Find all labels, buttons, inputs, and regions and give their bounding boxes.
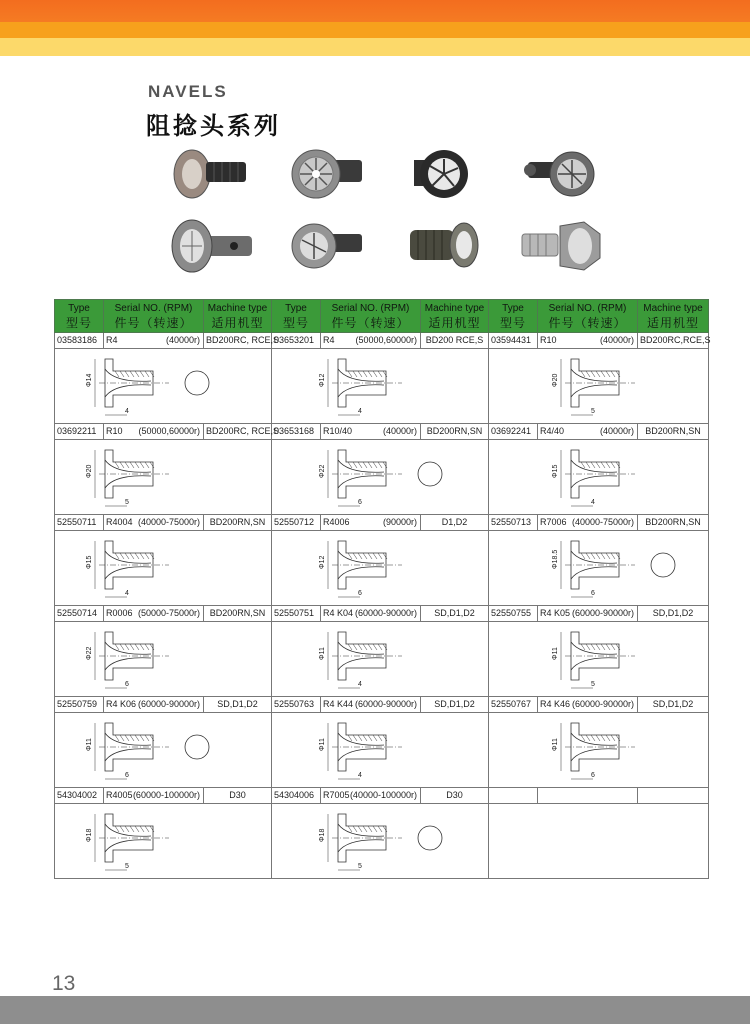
technical-drawing	[489, 531, 705, 605]
type-cell: 03692241	[489, 424, 538, 440]
length-label: 4	[358, 408, 362, 415]
table-header-row	[55, 300, 709, 333]
type-cell: 52550714	[55, 606, 104, 622]
type-cell: 52550751	[272, 606, 321, 622]
diameter-label: Φ12	[319, 555, 326, 569]
length-label: 4	[125, 590, 129, 597]
machine-cell: BD200RN,SN	[204, 515, 272, 531]
technical-drawing	[272, 622, 488, 696]
diameter-label: Φ11	[319, 738, 326, 751]
technical-drawing	[272, 804, 488, 878]
header-type: Type 型号	[489, 300, 538, 333]
drawing-cell	[55, 531, 272, 606]
technical-drawing	[489, 713, 705, 787]
diameter-label: Φ20	[552, 373, 559, 387]
drawing-cell	[489, 622, 709, 697]
type-cell: 03583186	[55, 333, 104, 349]
product-photo-4	[520, 146, 610, 202]
rpm-value: (50000,60000r)	[355, 335, 417, 345]
drawing-row	[55, 713, 709, 788]
machine-cell: BD200RC, RCE,S	[204, 424, 272, 440]
diameter-label: Φ15	[86, 555, 93, 569]
length-label: 5	[125, 499, 129, 506]
serial-number: R4 K05	[540, 608, 571, 618]
serial-number: R7005	[323, 790, 350, 800]
product-photo-7	[402, 218, 492, 274]
technical-drawing	[55, 804, 271, 878]
type-cell: 52550712	[272, 515, 321, 531]
machine-cell: D30	[204, 788, 272, 804]
technical-drawing	[272, 713, 488, 787]
machine-cell: BD200RC,RCE,S	[638, 333, 709, 349]
serial-number: R7006	[540, 517, 567, 527]
diameter-label: Φ11	[552, 647, 559, 660]
technical-drawing	[272, 440, 488, 514]
table-row	[55, 606, 709, 622]
rpm-value: (60000-90000r)	[571, 608, 634, 618]
drawing-cell	[55, 440, 272, 515]
drawing-cell	[272, 349, 489, 424]
top-yellow-band	[0, 38, 750, 56]
type-cell: 52550767	[489, 697, 538, 713]
serial-cell	[538, 697, 638, 713]
header-type: Type 型号	[272, 300, 321, 333]
rpm-value: (60000-90000r)	[137, 699, 200, 709]
serial-number: R4	[323, 335, 335, 345]
type-cell: 03594431	[489, 333, 538, 349]
technical-drawing	[489, 349, 705, 423]
rpm-value: (40000-75000r)	[137, 517, 200, 527]
serial-cell	[538, 424, 638, 440]
diameter-label: Φ18	[86, 828, 93, 842]
type-cell: 03692211	[55, 424, 104, 440]
brand-logo: NAVELS	[148, 82, 228, 101]
product-photo-1	[170, 146, 260, 202]
rpm-value: (40000r)	[599, 335, 634, 345]
diameter-label: Φ12	[319, 373, 326, 387]
technical-drawing	[55, 440, 271, 514]
product-photo-6	[282, 218, 372, 274]
top-orange-band	[0, 0, 750, 22]
machine-cell: SD,D1,D2	[638, 697, 709, 713]
rpm-value: (50000-75000r)	[137, 608, 200, 618]
diameter-label: Φ20	[86, 464, 93, 478]
machine-cell: BD200 RCE,S	[421, 333, 489, 349]
product-photo-8	[520, 218, 610, 274]
type-cell: 52550755	[489, 606, 538, 622]
machine-cell: SD,D1,D2	[204, 697, 272, 713]
serial-number: R4 K04	[323, 608, 354, 618]
rpm-value: (40000r)	[382, 426, 417, 436]
length-label: 4	[591, 499, 595, 506]
machine-cell: BD200RN,SN	[638, 424, 709, 440]
product-photos	[170, 146, 610, 282]
serial-number: R4004	[106, 517, 133, 527]
header-type: Type 型号	[55, 300, 104, 333]
header-machine: Machine type 适用机型	[638, 300, 709, 333]
drawing-cell	[489, 531, 709, 606]
machine-cell: SD,D1,D2	[638, 606, 709, 622]
drawing-cell	[55, 713, 272, 788]
type-cell: 52550711	[55, 515, 104, 531]
type-cell: 52550763	[272, 697, 321, 713]
machine-cell: BD200RN,SN	[638, 515, 709, 531]
serial-cell	[321, 788, 421, 804]
machine-cell: BD200RC, RCE,S	[204, 333, 272, 349]
serial-number: R10/40	[323, 426, 353, 436]
length-label: 6	[591, 772, 595, 779]
serial-cell	[321, 606, 421, 622]
serial-cell	[538, 606, 638, 622]
diameter-label: Φ22	[86, 646, 93, 660]
table-row	[55, 788, 709, 804]
empty-drawing-cell	[489, 804, 709, 879]
serial-cell	[104, 788, 204, 804]
length-label: 4	[358, 681, 362, 688]
length-label: 6	[125, 681, 129, 688]
technical-drawing	[55, 531, 271, 605]
serial-number: R4 K44	[323, 699, 354, 709]
product-photo-2	[282, 146, 372, 202]
rpm-value: (40000-100000r)	[349, 790, 417, 800]
technical-drawing	[55, 622, 271, 696]
type-cell: 03653168	[272, 424, 321, 440]
technical-drawing	[55, 713, 271, 787]
serial-cell	[538, 333, 638, 349]
technical-drawing	[272, 531, 488, 605]
length-label: 5	[125, 863, 129, 870]
drawing-cell	[272, 713, 489, 788]
machine-cell: D30	[421, 788, 489, 804]
serial-cell	[104, 333, 204, 349]
table-row	[55, 333, 709, 349]
page-title: 阻捻头系列	[146, 113, 281, 140]
machine-cell: SD,D1,D2	[421, 606, 489, 622]
drawing-row	[55, 531, 709, 606]
drawing-row	[55, 349, 709, 424]
technical-drawing	[272, 349, 488, 423]
length-label: 6	[125, 772, 129, 779]
length-label: 6	[358, 590, 362, 597]
serial-number: R4/40	[540, 426, 565, 436]
serial-number: R4006	[323, 517, 350, 527]
table-row	[55, 697, 709, 713]
diameter-label: Φ18.5	[552, 549, 559, 569]
serial-cell	[538, 515, 638, 531]
product-photo-3	[402, 146, 492, 202]
rpm-value: (60000-100000r)	[132, 790, 200, 800]
diameter-label: Φ18	[319, 828, 326, 842]
serial-cell	[104, 697, 204, 713]
drawing-cell	[272, 622, 489, 697]
top-amber-band	[0, 22, 750, 38]
length-label: 5	[591, 408, 595, 415]
rpm-value: (50000,60000r)	[138, 426, 200, 436]
serial-number: R4 K06	[106, 699, 137, 709]
drawing-cell	[55, 804, 272, 879]
empty-cell	[638, 788, 709, 804]
serial-number: R10	[540, 335, 557, 345]
rpm-value: (40000-75000r)	[571, 517, 634, 527]
length-label: 6	[358, 499, 362, 506]
serial-number: R4	[106, 335, 118, 345]
drawing-cell	[55, 349, 272, 424]
diameter-label: Φ11	[552, 738, 559, 751]
diameter-label: Φ14	[86, 373, 93, 387]
serial-number: R0006	[106, 608, 133, 618]
header-serial: Serial NO. (RPM) 件号（转速）	[321, 300, 421, 333]
drawing-cell	[489, 349, 709, 424]
header-machine: Machine type 适用机型	[421, 300, 489, 333]
rpm-value: (90000r)	[382, 517, 417, 527]
machine-cell: BD200RN,SN	[421, 424, 489, 440]
rpm-value: (60000-90000r)	[354, 608, 417, 618]
table-row	[55, 515, 709, 531]
technical-drawing	[489, 440, 705, 514]
type-cell: 03653201	[272, 333, 321, 349]
page-number: 13	[52, 972, 76, 995]
serial-cell	[321, 333, 421, 349]
technical-drawing	[489, 622, 705, 696]
product-photo-5	[170, 218, 260, 274]
type-cell: 54304002	[55, 788, 104, 804]
diameter-label: Φ11	[86, 738, 93, 751]
product-table	[54, 299, 709, 879]
drawing-cell	[55, 622, 272, 697]
rpm-value: (60000-90000r)	[354, 699, 417, 709]
serial-cell	[104, 424, 204, 440]
serial-cell	[104, 515, 204, 531]
serial-number: R4005	[106, 790, 133, 800]
drawing-cell	[272, 531, 489, 606]
empty-cell	[538, 788, 638, 804]
rpm-value: (40000r)	[599, 426, 634, 436]
drawing-cell	[489, 713, 709, 788]
rpm-value: (40000r)	[165, 335, 200, 345]
drawing-cell	[272, 804, 489, 879]
drawing-cell	[272, 440, 489, 515]
length-label: 6	[591, 590, 595, 597]
empty-cell	[489, 788, 538, 804]
serial-cell	[321, 515, 421, 531]
diameter-label: Φ15	[552, 464, 559, 478]
rpm-value: (60000-90000r)	[571, 699, 634, 709]
length-label: 4	[125, 408, 129, 415]
machine-cell: BD200RN,SN	[204, 606, 272, 622]
header-serial: Serial NO. (RPM) 件号（转速）	[104, 300, 204, 333]
diameter-label: Φ11	[319, 647, 326, 660]
drawing-cell	[489, 440, 709, 515]
header-machine: Machine type 适用机型	[204, 300, 272, 333]
technical-drawing	[55, 349, 271, 423]
header-serial: Serial NO. (RPM) 件号（转速）	[538, 300, 638, 333]
bottom-gray-band	[0, 996, 750, 1024]
machine-cell: SD,D1,D2	[421, 697, 489, 713]
diameter-label: Φ22	[319, 464, 326, 478]
machine-cell: D1,D2	[421, 515, 489, 531]
serial-number: R4 K46	[540, 699, 571, 709]
type-cell: 52550713	[489, 515, 538, 531]
table-row	[55, 424, 709, 440]
drawing-row	[55, 622, 709, 697]
drawing-row	[55, 804, 709, 879]
type-cell: 54304006	[272, 788, 321, 804]
serial-cell	[104, 606, 204, 622]
length-label: 4	[358, 772, 362, 779]
serial-cell	[321, 697, 421, 713]
serial-cell	[321, 424, 421, 440]
type-cell: 52550759	[55, 697, 104, 713]
serial-number: R10	[106, 426, 123, 436]
length-label: 5	[591, 681, 595, 688]
drawing-row	[55, 440, 709, 515]
length-label: 5	[358, 863, 362, 870]
